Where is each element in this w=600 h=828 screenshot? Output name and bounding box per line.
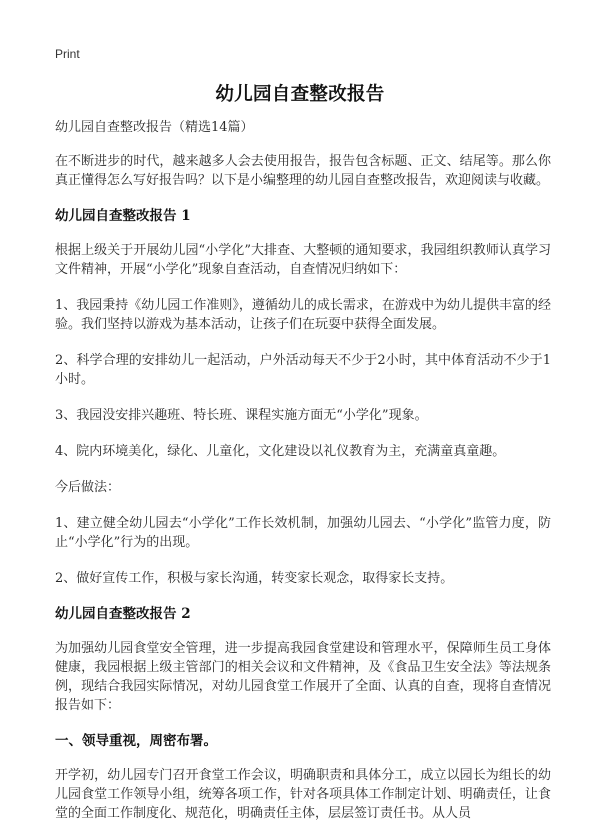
section-1-heading: 幼儿园自查整改报告 1 bbox=[55, 208, 191, 224]
section-2-paragraph-2: 开学初，幼儿园专门召开食堂工作会议，明确职责和具体分工，成立以园长为组长的幼儿园食堂工作领导小组，统筹各项工作，针对各项具体工作制定计划、明确责任，让食堂的全面工作制度化、规范化，明确责任主体，层层签订责任书。从人员 bbox=[55, 768, 551, 821]
section-2-subheading: 一、领导重视，周密布署。 bbox=[55, 733, 217, 749]
future-label: 今后做法： bbox=[55, 480, 121, 495]
section-2-paragraph: 为加强幼儿园食堂安全管理，进一步提高我园食堂建设和管理水平，保障师生员工身体健康，我园根据上级主管部门的相关会议和文件精神，及《食品卫生安全法》等法规条例，现结合我园实际情况，对幼儿园食堂工作展开了全面、认真的自查，现将自查情况报告如下： bbox=[55, 641, 551, 713]
section-2-heading: 幼儿园自查整改报告 2 bbox=[55, 606, 191, 622]
future-item-1: 1、建立健全幼儿园去“小学化”工作长效机制，加强幼儿园去、“小学化”监管力度，防止“小学化”行为的出现。 bbox=[55, 516, 551, 550]
document-subtitle: 幼儿园自查整改报告（精选14篇） bbox=[55, 120, 254, 135]
section-1-item-4: 4、院内环境美化，绿化、儿童化，文化建设以礼仪教育为主，充满童真童趣。 bbox=[55, 444, 506, 459]
document-body bbox=[55, 118, 551, 828]
section-1-paragraph: 根据上级关于开展幼儿园“小学化”大排查、大整顿的通知要求，我园组织教师认真学习文件精神，开展“小学化”现象自查活动，自查情况归纳如下： bbox=[55, 243, 551, 277]
print-link[interactable]: Print bbox=[55, 47, 80, 61]
page-title: 幼儿园自查整改报告 bbox=[215, 84, 385, 105]
section-1-item-3: 3、我园没安排兴趣班、特长班、课程实施方面无“小学化”现象。 bbox=[55, 408, 428, 423]
future-item-2: 2、做好宣传工作，积极与家长沟通，转变家长观念，取得家长支持。 bbox=[55, 571, 454, 586]
intro-paragraph: 在不断进步的时代，越来越多人会去使用报告，报告包含标题、正文、结尾等。那么你真正懂得怎么写好报告吗？以下是小编整理的幼儿园自查整改报告，欢迎阅读与收藏。 bbox=[55, 154, 551, 188]
section-1-item-1: 1、我园秉持《幼儿园工作准则》，遵循幼儿的成长需求，在游戏中为幼儿提供丰富的经验。我们坚持以游戏为基本活动，让孩子们在玩耍中获得全面发展。 bbox=[55, 298, 551, 332]
section-1-item-2: 2、科学合理的安排幼儿一起活动，户外活动每天不少于2小时，其中体育活动不少于1小时。 bbox=[55, 353, 551, 387]
